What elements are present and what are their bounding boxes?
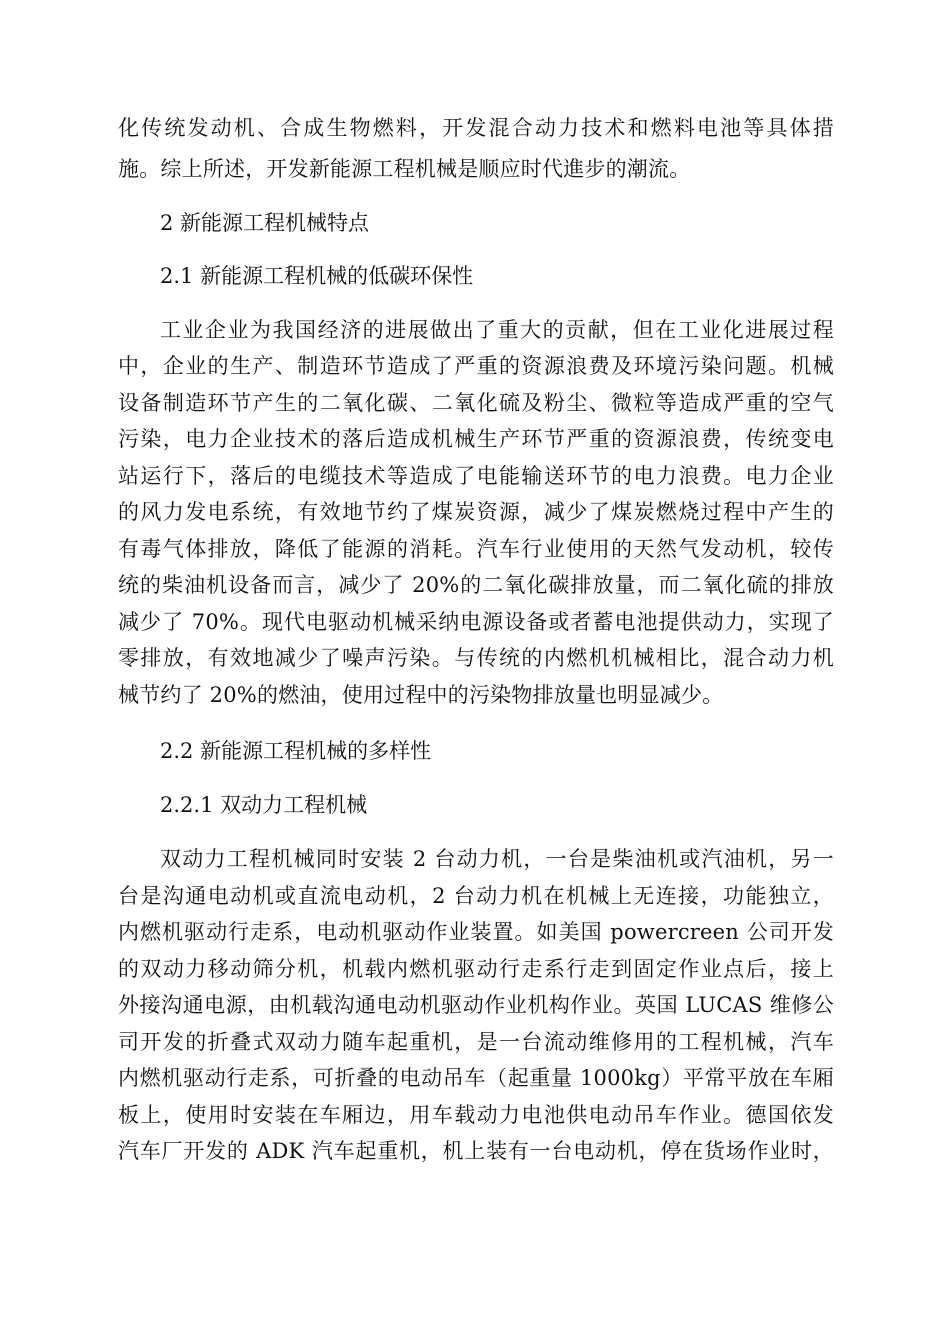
paragraph-2-1-line-4: 污染，电力企业技术的落后造成机械生产环节严重的资源浪费，传统变电 xyxy=(118,427,834,451)
paragraph-2-2-1-line-4: 的双动力移动筛分机，机载内燃机驱动行走系行走到固定作业点后，接上 xyxy=(118,957,834,981)
paragraph-2-1-line-3: 设备制造环节产生的二氧化碳、二氧化硫及粉尘、微粒等造成严重的空气 xyxy=(118,391,834,415)
paragraph-2-1-line-9: 减少了 70%。现代电驱动机械采纳电源设备或者蓄电池提供动力，实现了 xyxy=(118,610,834,634)
paragraph-2-2-1-line-6: 司开发的折叠式双动力随车起重机，是一台流动维修用的工程机械，汽车 xyxy=(118,1030,834,1054)
section-2-2-1-heading: 2.2.1 双动力工程机械 xyxy=(160,793,368,817)
paragraph-2-1-line-7: 有毒气体排放，降低了能源的消耗。汽车行业使用的天然气发动机，较传 xyxy=(118,537,834,561)
paragraph-2-1-line-1: 工业企业为我国经济的进展做出了重大的贡献，但在工业化进展过程 xyxy=(160,318,834,342)
paragraph-2-1-line-10: 零排放，有效地减少了噪声污染。与传统的内燃机机械相比，混合动力机 xyxy=(118,646,834,670)
section-2-2-heading: 2.2 新能源工程机械的多样性 xyxy=(160,739,432,763)
section-2-1-heading: 2.1 新能源工程机械的低碳环保性 xyxy=(160,264,474,288)
paragraph-2-2-1-line-1: 双动力工程机械同时安装 2 台动力机，一台是柴油机或汽油机，另一 xyxy=(160,847,834,871)
intro-line-2: 施。综上所述，开发新能源工程机械是顺应时代進步的潮流。 xyxy=(118,157,691,181)
paragraph-2-1-line-11: 械节约了 20%的燃油，使用过程中的污染物排放量也明显减少。 xyxy=(118,683,724,707)
paragraph-2-2-1-line-2: 台是沟通电动机或直流电动机，2 台动力机在机械上无连接，功能独立， xyxy=(118,884,834,908)
paragraph-2-2-1-line-8: 板上，使用时安装在车厢边，用车载动力电池供电动吊车作业。德国依发 xyxy=(118,1103,834,1127)
paragraph-2-1-line-5: 站运行下，落后的电缆技术等造成了电能输送环节的电力浪费。电力企业 xyxy=(118,464,834,488)
paragraph-2-2-1-line-7: 内燃机驱动行走系，可折叠的电动吊车（起重量 1000kg）平常平放在车厢 xyxy=(118,1066,834,1090)
paragraph-2-1-line-8: 统的柴油机设备而言，减少了 20%的二氧化碳排放量，而二氧化硫的排放 xyxy=(118,573,834,597)
paragraph-2-1-line-6: 的风力发电系统，有效地节约了煤炭资源，减少了煤炭燃烧过程中产生的 xyxy=(118,500,834,524)
section-2-heading: 2 新能源工程机械特点 xyxy=(160,211,370,235)
paragraph-2-2-1-line-3: 内燃机驱动行走系，电动机驱动作业装置。如美国 powercreen 公司开发 xyxy=(118,920,834,944)
intro-line-1: 化传统发动机、合成生物燃料，开发混合动力技术和燃料电池等具体措 xyxy=(118,116,834,140)
paragraph-2-2-1-line-5: 外接沟通电源，由机载沟通电动机驱动作业机构作业。英国 LUCAS 维修公 xyxy=(118,993,834,1017)
paragraph-2-1-line-2: 中，企业的生产、制造环节造成了严重的资源浪费及环境污染问题。机械 xyxy=(118,354,834,378)
paragraph-2-2-1-line-9: 汽车厂开发的 ADK 汽车起重机，机上装有一台电动机，停在货场作业时， xyxy=(118,1139,834,1163)
